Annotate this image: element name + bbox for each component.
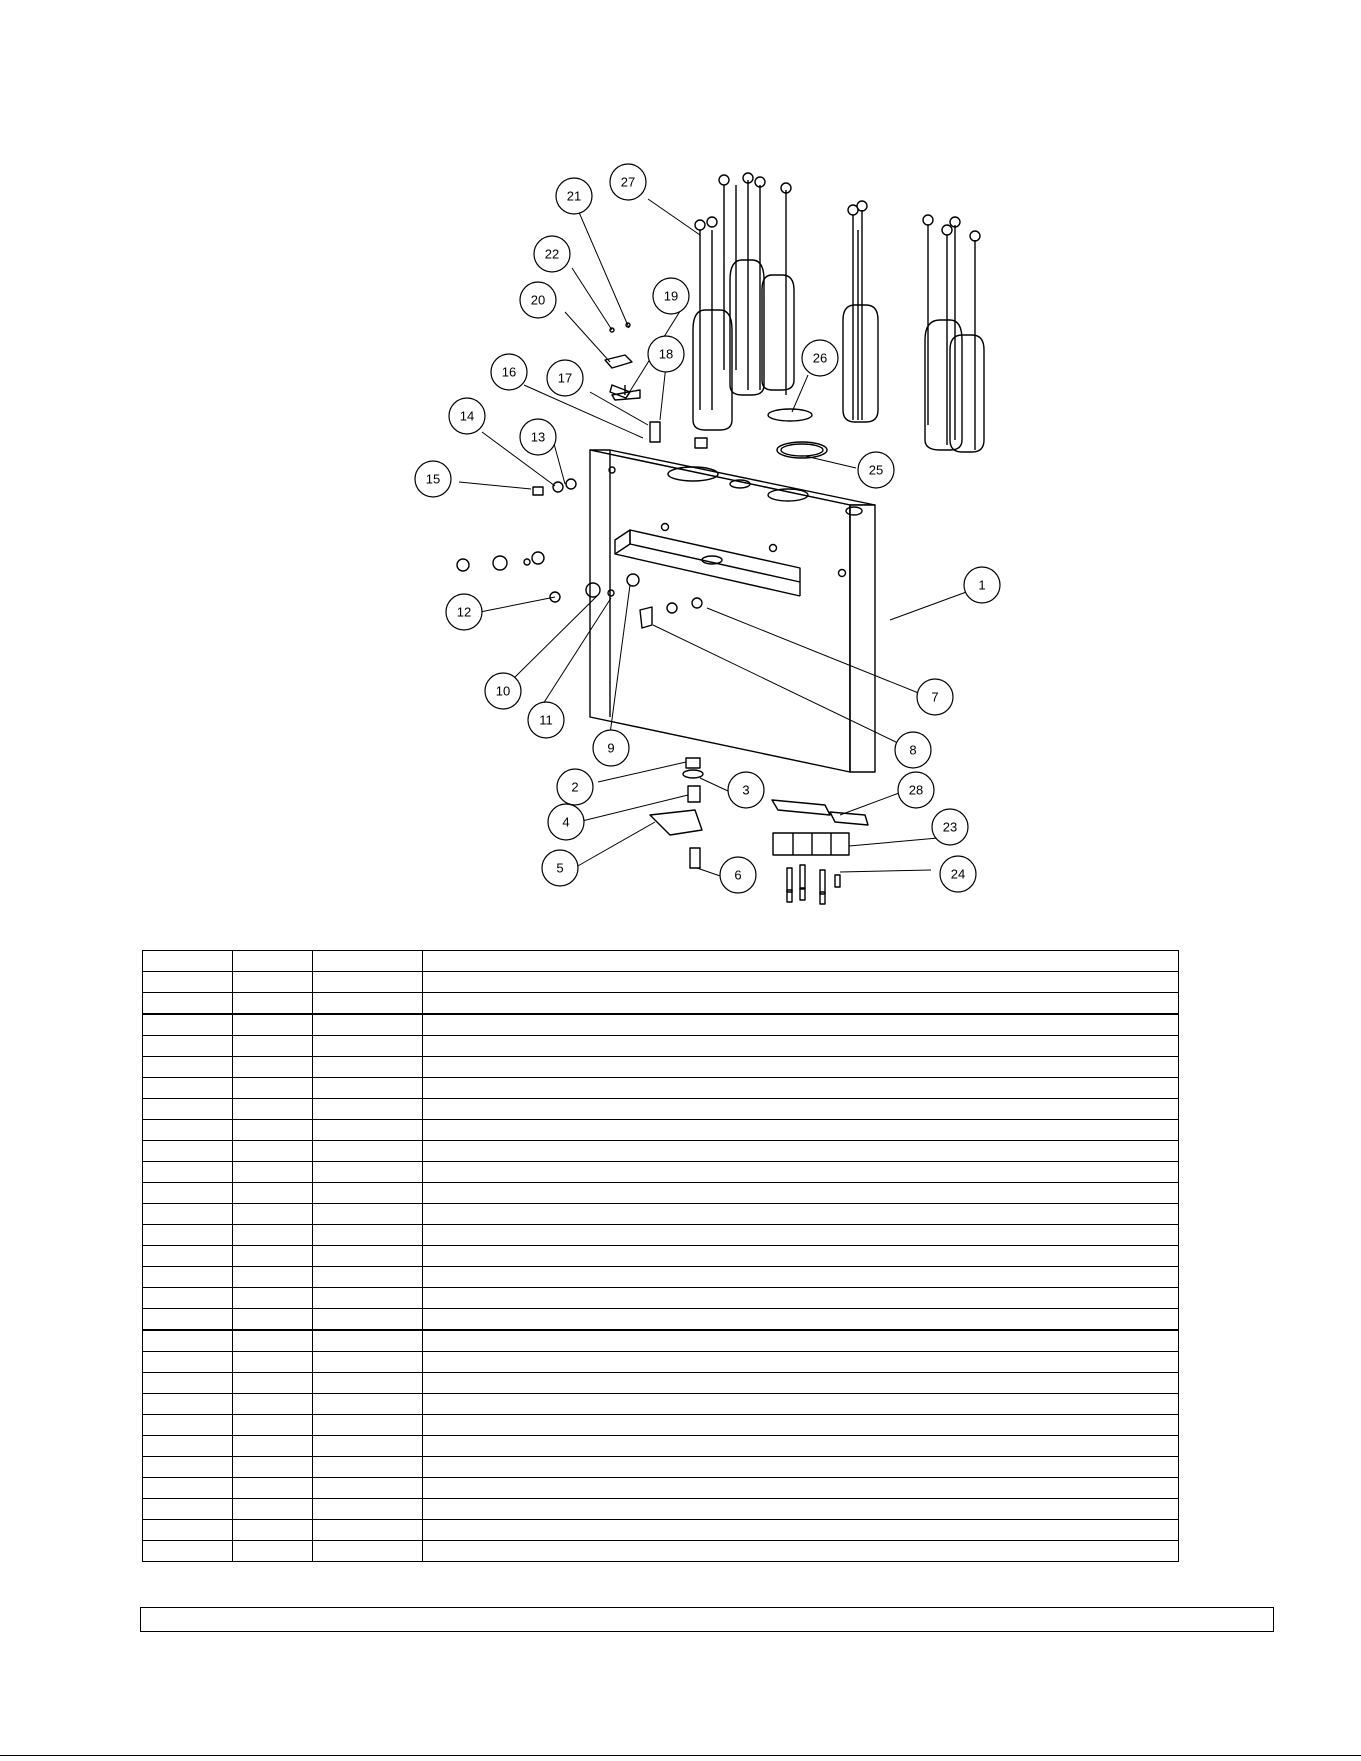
table-cell <box>423 993 1179 1015</box>
table-cell <box>233 1162 313 1183</box>
table-cell <box>313 993 423 1015</box>
table-row <box>143 1457 1179 1478</box>
callout-6 <box>720 857 756 893</box>
table-row <box>143 1078 1179 1099</box>
table-row <box>143 1036 1179 1057</box>
table-cell <box>423 1267 1179 1288</box>
callout-label: 12 <box>456 604 472 620</box>
table-cell <box>233 1373 313 1394</box>
table-cell <box>143 1541 233 1562</box>
table-cell <box>423 1014 1179 1036</box>
table-cell <box>143 1204 233 1225</box>
table-cell <box>143 1267 233 1288</box>
table-row <box>143 1394 1179 1415</box>
table-cell <box>143 1078 233 1099</box>
table-cell <box>313 1499 423 1520</box>
table-cell <box>423 1415 1179 1436</box>
table-cell <box>143 993 233 1015</box>
table-row <box>143 1520 1179 1541</box>
table-row <box>143 1057 1179 1078</box>
callout-label: 25 <box>868 462 884 478</box>
table-cell <box>233 1520 313 1541</box>
table-cell <box>313 951 423 972</box>
table-cell <box>423 1373 1179 1394</box>
table-row <box>143 1099 1179 1120</box>
callout-11 <box>528 702 564 738</box>
table-row <box>143 1267 1179 1288</box>
element-group-right <box>923 215 984 452</box>
table-row <box>143 1120 1179 1141</box>
callout-1 <box>964 567 1000 603</box>
table-cell <box>423 1078 1179 1099</box>
table-row <box>143 1415 1179 1436</box>
element-group-middle <box>843 201 878 422</box>
table-cell <box>233 1014 313 1036</box>
callout-label: 17 <box>557 370 573 386</box>
callout-5 <box>542 850 578 886</box>
heating-elements <box>693 173 984 452</box>
table-row <box>143 1436 1179 1457</box>
table-row <box>143 1288 1179 1309</box>
callout-28 <box>898 772 934 808</box>
table-cell <box>313 1141 423 1162</box>
callout-8 <box>895 732 931 768</box>
callout-label: 7 <box>931 689 939 705</box>
callout-label: 19 <box>663 288 679 304</box>
table-cell <box>143 1120 233 1141</box>
table-cell <box>233 1120 313 1141</box>
table-cell <box>233 1352 313 1373</box>
table-cell <box>233 1478 313 1499</box>
table-cell <box>233 1288 313 1309</box>
table-cell <box>233 1267 313 1288</box>
callout-label: 1 <box>978 577 986 593</box>
callout-25 <box>858 452 894 488</box>
table-row <box>143 1541 1179 1562</box>
table-cell <box>233 1415 313 1436</box>
table-cell <box>423 1225 1179 1246</box>
table-cell <box>313 1204 423 1225</box>
tank-body <box>590 450 875 772</box>
table-cell <box>313 1478 423 1499</box>
table-cell <box>313 1120 423 1141</box>
table-cell <box>233 1141 313 1162</box>
table-cell <box>143 1288 233 1309</box>
callout-10 <box>485 673 521 709</box>
table-cell <box>313 1162 423 1183</box>
table-cell <box>233 1330 313 1352</box>
callout-4 <box>548 804 584 840</box>
table-cell <box>313 1457 423 1478</box>
parts-table-body <box>143 951 1179 1562</box>
table-row <box>143 1309 1179 1331</box>
table-cell <box>143 1246 233 1267</box>
callout-label: 2 <box>571 779 579 795</box>
callout-26 <box>802 340 838 376</box>
table-cell <box>313 1057 423 1078</box>
table-row <box>143 1373 1179 1394</box>
table-cell <box>423 1309 1179 1331</box>
page-bottom-rule <box>0 1755 1361 1756</box>
callout-13 <box>520 419 556 455</box>
callout-label: 16 <box>501 364 517 380</box>
table-cell <box>233 1057 313 1078</box>
table-cell <box>313 1373 423 1394</box>
table-cell <box>143 1520 233 1541</box>
table-cell <box>313 1246 423 1267</box>
table-cell <box>313 1352 423 1373</box>
table-cell <box>143 1225 233 1246</box>
table-cell <box>423 1436 1179 1457</box>
table-cell <box>233 1078 313 1099</box>
table-cell <box>313 1267 423 1288</box>
callout-19 <box>653 278 689 314</box>
table-footer-bar <box>140 1607 1274 1632</box>
table-cell <box>143 1309 233 1331</box>
callout-label: 9 <box>607 740 615 756</box>
callout-label: 28 <box>908 782 924 798</box>
callout-label: 13 <box>530 429 546 445</box>
table-cell <box>233 1036 313 1057</box>
table-cell <box>233 1204 313 1225</box>
callout-24 <box>940 856 976 892</box>
table-cell <box>143 1141 233 1162</box>
callout-label: 4 <box>562 814 570 830</box>
table-cell <box>233 1246 313 1267</box>
table-cell <box>313 1078 423 1099</box>
callout-label: 26 <box>812 350 828 366</box>
table-cell <box>233 1183 313 1204</box>
table-cell <box>233 1541 313 1562</box>
table-row <box>143 1478 1179 1499</box>
table-cell <box>143 972 233 993</box>
callout-label: 18 <box>658 346 674 362</box>
table-cell <box>423 1246 1179 1267</box>
callout-label: 5 <box>556 860 564 876</box>
table-row <box>143 993 1179 1015</box>
callout-15 <box>415 461 451 497</box>
callout-label: 15 <box>425 471 441 487</box>
table-cell <box>143 1457 233 1478</box>
table-cell <box>143 1183 233 1204</box>
table-row <box>143 1499 1179 1520</box>
table-row <box>143 1141 1179 1162</box>
table-cell <box>423 1141 1179 1162</box>
table-cell <box>143 1499 233 1520</box>
callout-label: 8 <box>909 742 917 758</box>
callout-21 <box>556 178 592 214</box>
table-cell <box>233 1457 313 1478</box>
table-cell <box>313 1099 423 1120</box>
table-cell <box>313 1415 423 1436</box>
table-row <box>143 951 1179 972</box>
callout-label: 22 <box>544 246 560 262</box>
table-cell <box>313 1309 423 1331</box>
callout-18 <box>648 336 684 372</box>
table-cell <box>233 1309 313 1331</box>
table-cell <box>143 1415 233 1436</box>
callout-label: 14 <box>459 408 475 424</box>
table-cell <box>233 993 313 1015</box>
table-cell <box>313 1541 423 1562</box>
table-cell <box>423 1330 1179 1352</box>
callout-12 <box>446 594 482 630</box>
table-cell <box>423 1120 1179 1141</box>
table-row <box>143 972 1179 993</box>
table-cell <box>233 1099 313 1120</box>
callout-14 <box>449 398 485 434</box>
table-cell <box>423 1394 1179 1415</box>
table-cell <box>423 1183 1179 1204</box>
table-row <box>143 1330 1179 1352</box>
table-cell <box>233 1499 313 1520</box>
callout-23 <box>932 809 968 845</box>
table-cell <box>423 1204 1179 1225</box>
table-cell <box>423 1499 1179 1520</box>
table-cell <box>423 1520 1179 1541</box>
table-cell <box>313 1394 423 1415</box>
callout-label: 20 <box>530 292 546 308</box>
table-cell <box>143 1352 233 1373</box>
table-cell <box>423 1352 1179 1373</box>
callout-label: 3 <box>742 782 750 798</box>
table-cell <box>143 1373 233 1394</box>
table-cell <box>143 1057 233 1078</box>
table-cell <box>423 1162 1179 1183</box>
callout-label: 11 <box>539 712 553 728</box>
table-cell <box>143 1099 233 1120</box>
table-cell <box>143 1036 233 1057</box>
table-cell <box>423 1457 1179 1478</box>
callout-22 <box>534 236 570 272</box>
table-cell <box>233 951 313 972</box>
table-cell <box>423 1541 1179 1562</box>
table-cell <box>233 1394 313 1415</box>
callout-3 <box>728 772 764 808</box>
table-cell <box>423 972 1179 993</box>
callout-label: 23 <box>942 819 958 835</box>
table-row <box>143 1183 1179 1204</box>
table-row <box>143 1014 1179 1036</box>
callout-17 <box>547 360 583 396</box>
table-cell <box>423 1057 1179 1078</box>
table-row <box>143 1246 1179 1267</box>
callout-9 <box>593 730 629 766</box>
table-cell <box>313 1330 423 1352</box>
callout-label: 27 <box>620 174 636 190</box>
table-cell <box>423 1288 1179 1309</box>
table-cell <box>313 1225 423 1246</box>
element-group-left <box>693 173 794 430</box>
table-row <box>143 1225 1179 1246</box>
table-cell <box>313 1036 423 1057</box>
table-cell <box>313 1436 423 1457</box>
table-cell <box>143 951 233 972</box>
parts-table <box>142 950 1179 1562</box>
callout-2 <box>557 769 593 805</box>
table-cell <box>143 1162 233 1183</box>
table-cell <box>423 1036 1179 1057</box>
table-cell <box>313 1288 423 1309</box>
table-cell <box>143 1014 233 1036</box>
table-cell <box>233 1225 313 1246</box>
callout-20 <box>520 282 556 318</box>
table-cell <box>423 1099 1179 1120</box>
table-cell <box>423 1478 1179 1499</box>
table-cell <box>313 1014 423 1036</box>
callout-label: 21 <box>566 188 582 204</box>
table-cell <box>143 1394 233 1415</box>
callout-27 <box>610 164 646 200</box>
callout-7 <box>917 679 953 715</box>
callout-label: 10 <box>495 683 511 699</box>
callout-label: 6 <box>734 867 742 883</box>
table-row <box>143 1162 1179 1183</box>
table-cell <box>233 972 313 993</box>
table-cell <box>233 1436 313 1457</box>
table-cell <box>423 951 1179 972</box>
table-cell <box>313 1520 423 1541</box>
callout-label: 24 <box>950 866 966 882</box>
table-cell <box>313 1183 423 1204</box>
table-row <box>143 1352 1179 1373</box>
table-cell <box>143 1330 233 1352</box>
table-cell <box>313 972 423 993</box>
table-cell <box>143 1436 233 1457</box>
table-cell <box>143 1478 233 1499</box>
callout-16 <box>491 354 527 390</box>
table-row <box>143 1204 1179 1225</box>
